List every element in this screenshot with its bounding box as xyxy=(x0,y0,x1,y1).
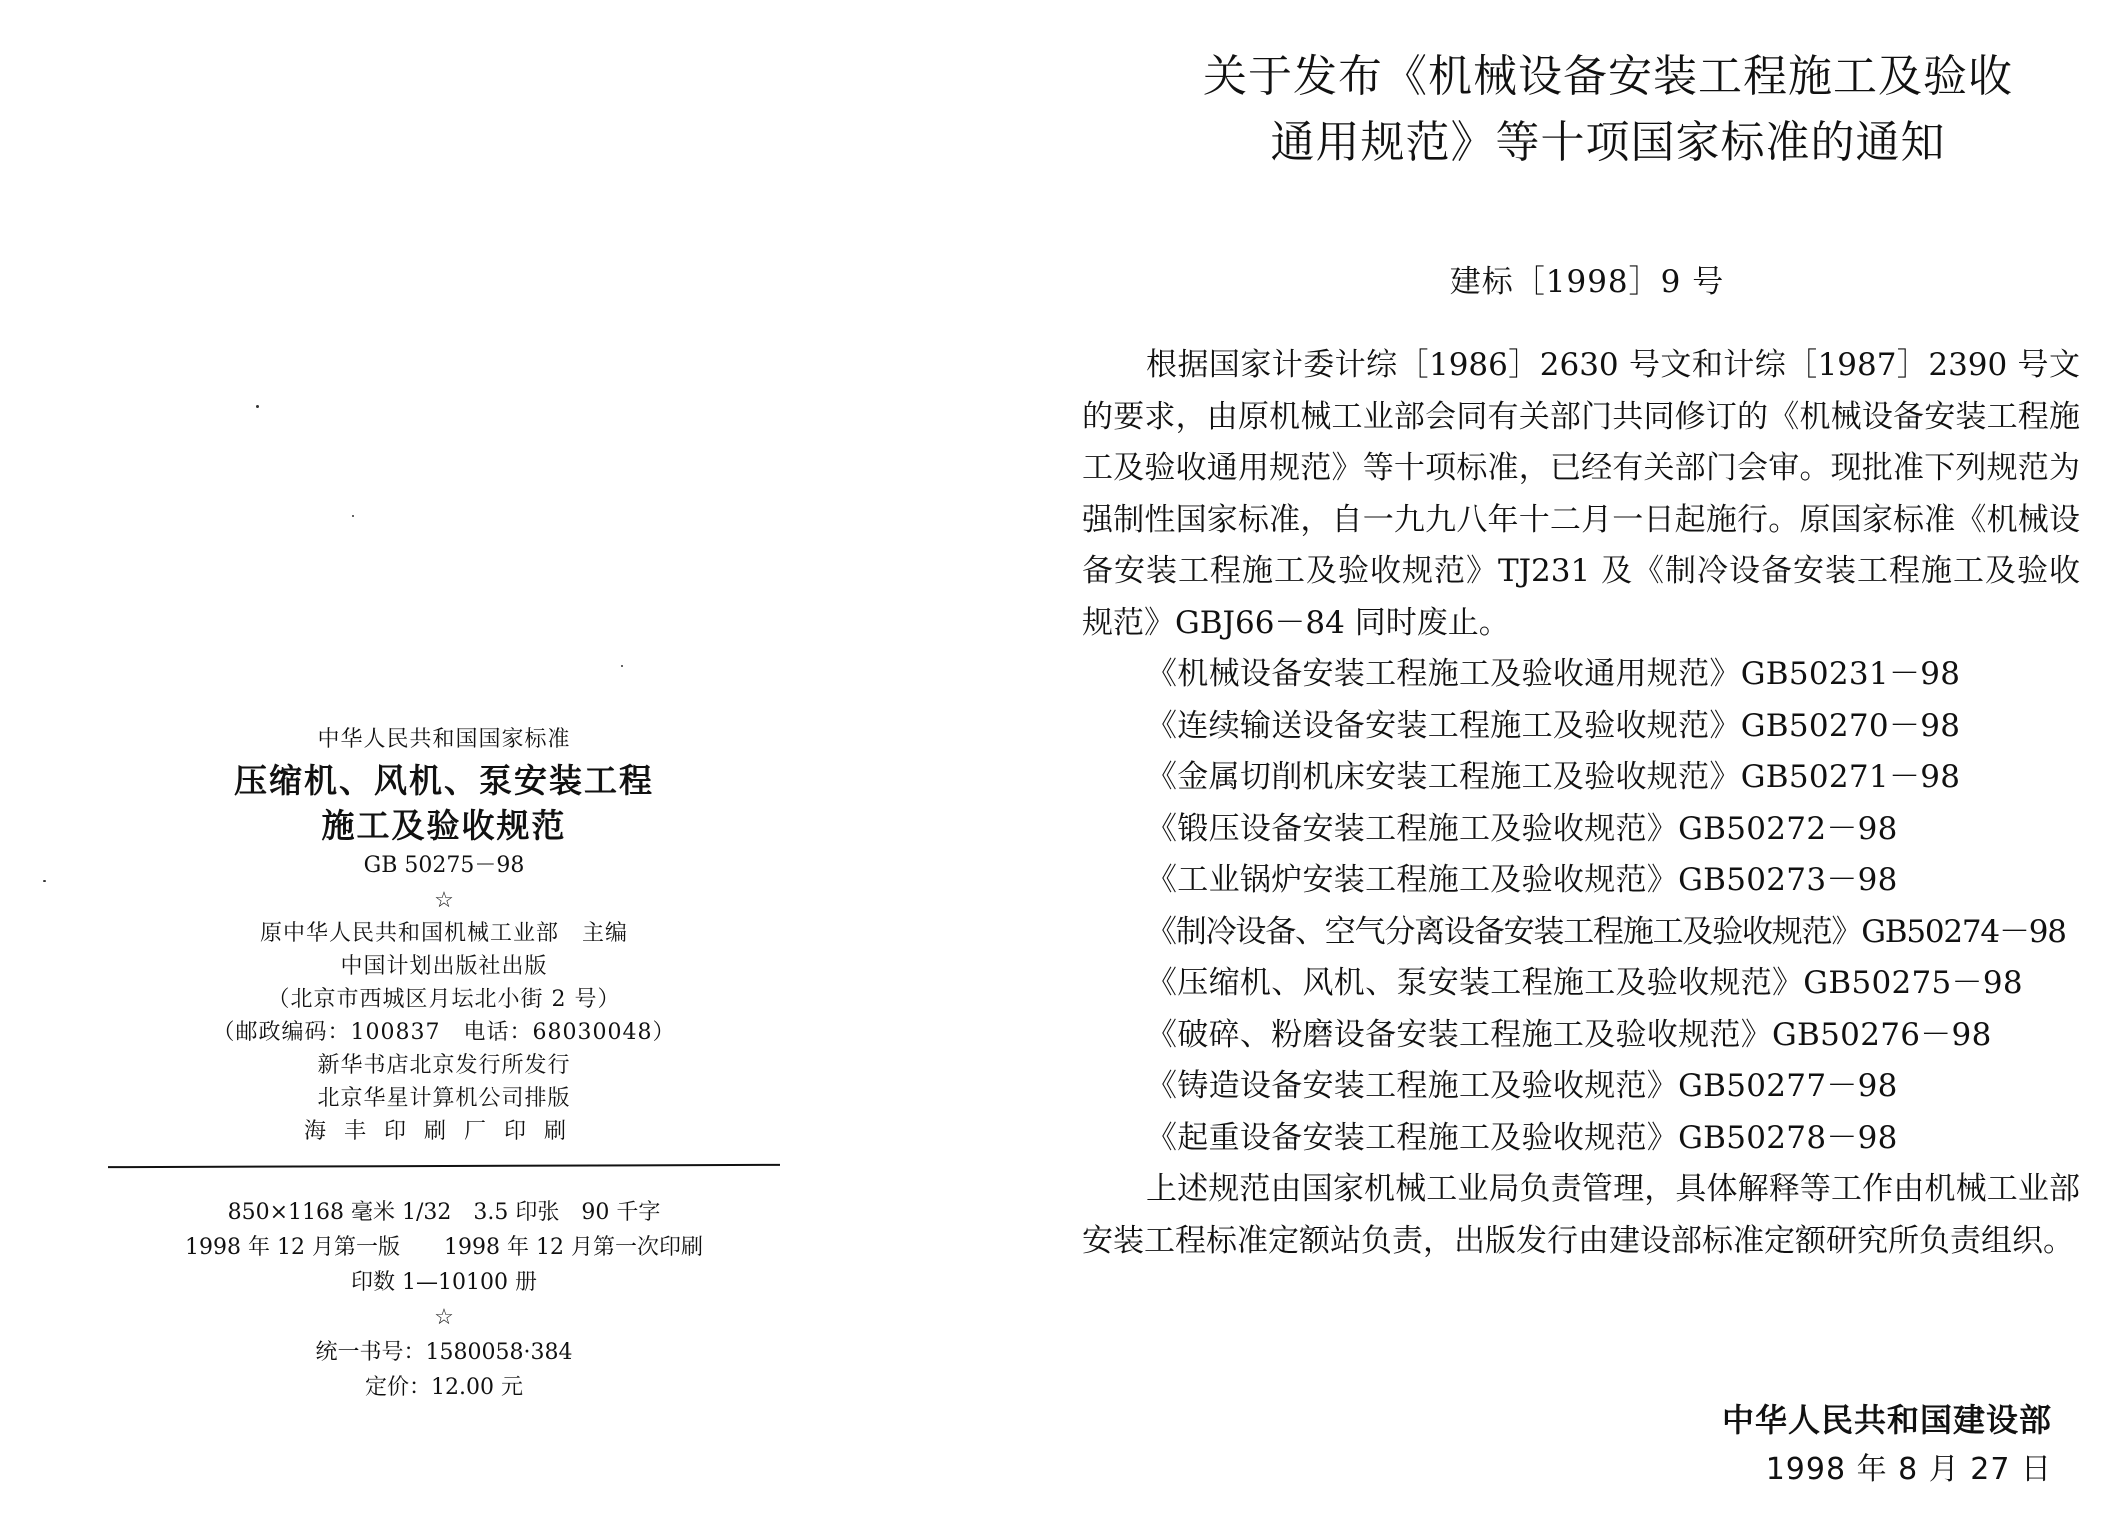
printer: 海丰印刷厂印刷 xyxy=(303,1119,584,1144)
star-icon: ☆ xyxy=(434,888,454,913)
paragraph-management: 上述规范由国家机械工业局负责管理，具体解释等工作由机械工业部安装工程标准定额站负责，出版发行由建设部标准定额研究所负责组织。 xyxy=(1082,1171,2080,1259)
notice-title-line2: 通用规范》等十项国家标准的通知 xyxy=(1270,117,1946,168)
notice-title-line1: 关于发布《机械设备安装工程施工及验收 xyxy=(1203,51,2013,102)
book-title-line2: 施工及验收规范 xyxy=(321,806,567,845)
list-item: 《破碎、粉磨设备安装工程施工及验收规范》GB50276－98 xyxy=(1146,1016,1992,1053)
book-title-line1: 压缩机、风机、泵安装工程 xyxy=(234,761,654,800)
scan-speck xyxy=(43,880,46,882)
star-icon: ☆ xyxy=(434,1305,454,1330)
print-run: 印数 1—10100 册 xyxy=(351,1270,537,1295)
typesetter: 北京华星计算机公司排版 xyxy=(317,1086,571,1111)
chief-editor: 原中华人民共和国机械工业部 主编 xyxy=(259,921,628,946)
issuing-authority: 中华人民共和国建设部 xyxy=(1721,1401,2052,1439)
unified-book-number: 统一书号：1580058·384 xyxy=(315,1340,573,1365)
divider-rule xyxy=(108,1164,780,1168)
publisher: 中国计划出版社出版 xyxy=(340,954,548,979)
paragraph-intro: 根据国家计委计综［1986］2630 号文和计综［1987］2390 号文的要求，由原机械工业部会同有关部门共同修订的《机械设备安装工程施工及验收通用规范》等十项标准，已经有关部门会审。现批准下列规范为强制性国家标准，自一九九八年十二月一日起施行。原国家标准《机械设备安装工程施工及验收规范》TJ231 及《制冷设备安装工程施工及验收规范》GBJ66－84 同时废止。 xyxy=(1082,347,2080,641)
list-item: 《机械设备安装工程施工及验收通用规范》GB50231－98 xyxy=(1146,656,1961,692)
list-item: 《金属切削机床安装工程施工及验收规范》GB50271－98 xyxy=(1146,759,1961,795)
list-item: 《连续输送设备安装工程施工及验收规范》GB50270－98 xyxy=(1146,707,1961,744)
list-item: 《铸造设备安装工程施工及验收规范》GB50277－98 xyxy=(1146,1068,1898,1104)
edition-info: 1998 年 12 月第一版 1998 年 12 月第一次印刷 xyxy=(185,1235,703,1260)
document-number: 建标［1998］9 号 xyxy=(1449,264,1725,300)
scan-speck xyxy=(621,665,623,667)
price: 定价：12.00 元 xyxy=(365,1375,523,1400)
standard-code: GB 50275－98 xyxy=(363,853,525,878)
standards-list xyxy=(1082,649,2080,1164)
distributor: 新华书店北京发行所发行 xyxy=(317,1053,571,1078)
notice-title xyxy=(1158,44,2058,176)
list-item: 《起重设备安装工程施工及验收规范》GB50278－98 xyxy=(1146,1119,1898,1156)
scan-speck xyxy=(352,515,354,517)
colophon xyxy=(108,722,780,1148)
list-item: 《锻压设备安装工程施工及验收规范》GB50272－98 xyxy=(1146,810,1898,847)
right-page xyxy=(1058,0,2116,1521)
postal-and-phone: （邮政编码：100837 电话：68030048） xyxy=(212,1020,676,1045)
list-item: 《工业锅炉安装工程施工及验收规范》GB50273－98 xyxy=(1146,862,1898,898)
list-item: 《压缩机、风机、泵安装工程施工及验收规范》GB50275－98 xyxy=(1146,965,2023,1001)
publisher-address: （北京市西城区月坛北小街 2 号） xyxy=(267,987,621,1012)
list-item: 《制冷设备、空气分离设备安装工程施工及验收规范》GB50274－98 xyxy=(1146,913,2066,950)
book-format: 850×1168 毫米 1/32 3.5 印张 90 千字 xyxy=(227,1200,661,1225)
scan-speck xyxy=(256,405,259,408)
issue-date: 1998 年 8 月 27 日 xyxy=(1765,1452,2052,1487)
standard-series: 中华人民共和国国家标准 xyxy=(317,727,571,752)
colophon-specs xyxy=(108,1195,780,1405)
signature-block xyxy=(1722,1395,2052,1495)
notice-body xyxy=(1082,340,2080,1267)
